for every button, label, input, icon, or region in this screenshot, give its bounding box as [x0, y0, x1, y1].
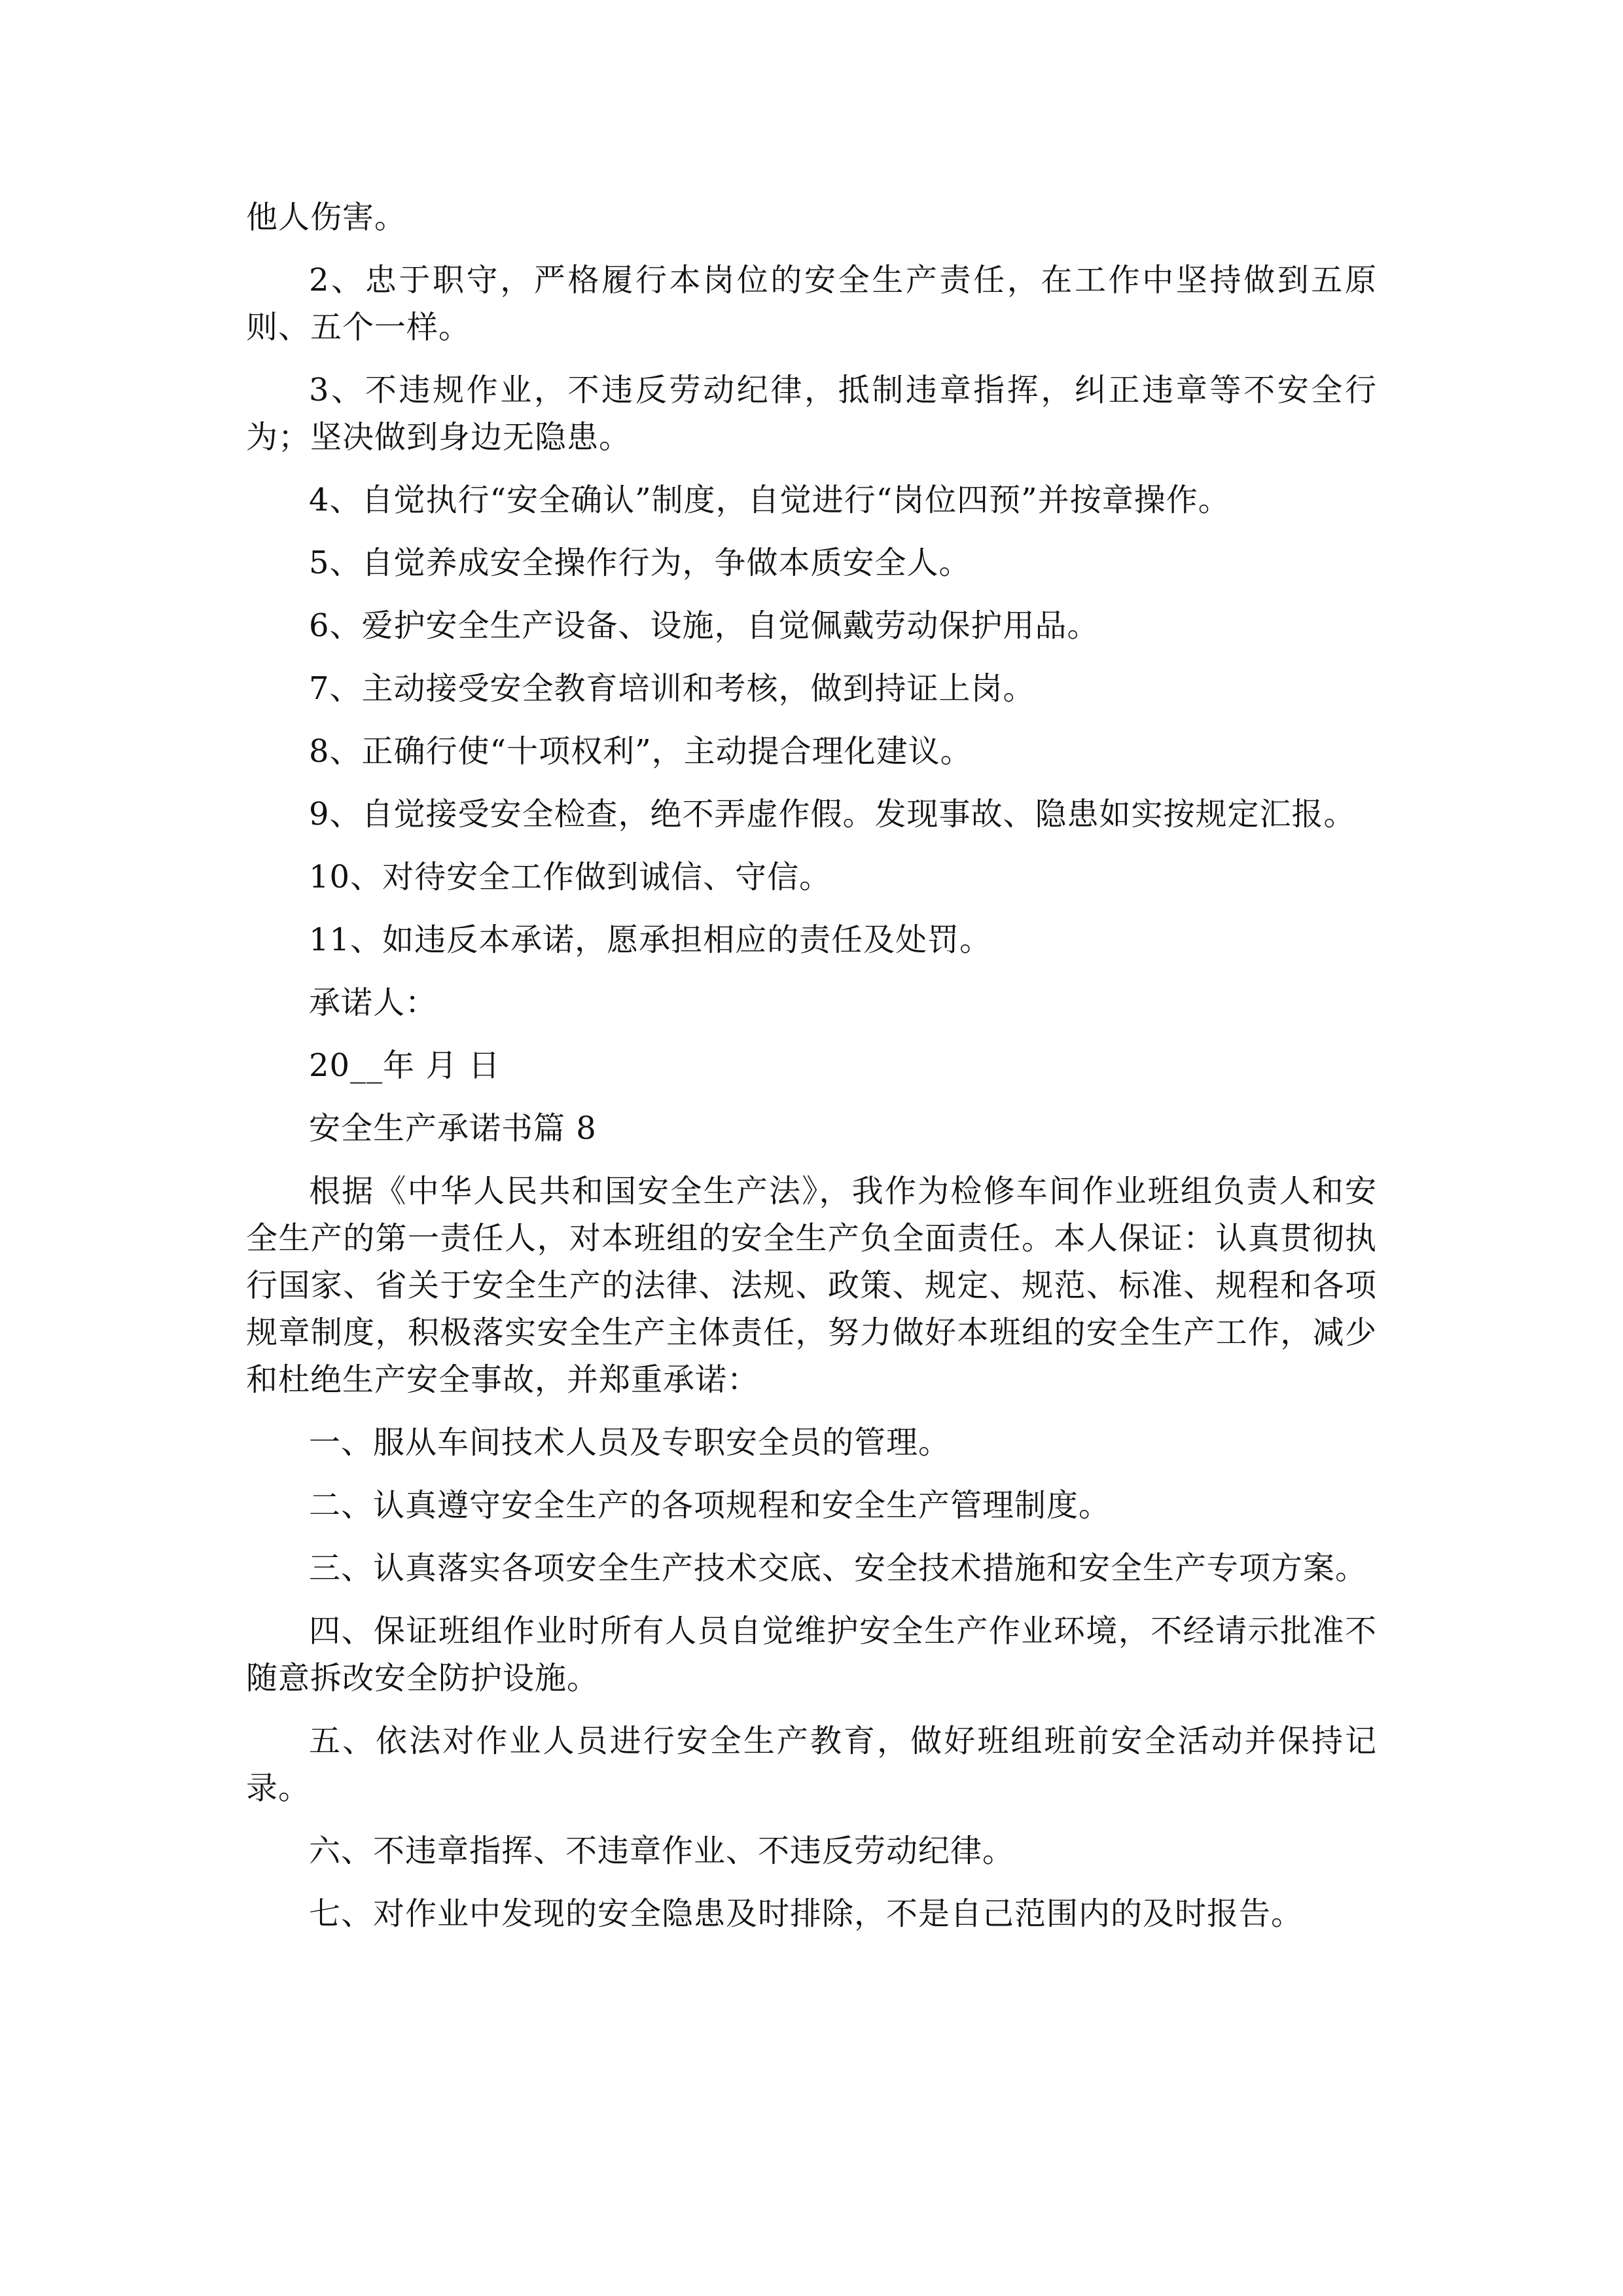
- commitment-item-9: 9、自觉接受安全检查，绝不弄虚作假。发现事故、隐患如实按规定汇报。: [309, 796, 1356, 833]
- date-line: 20__年 月 日: [309, 1047, 501, 1084]
- commitment-item-2: 2、忠于职守，严格履行本岗位的安全生产责任，在工作中坚持做到五原则、五个一样。: [246, 262, 1377, 346]
- commitment-item-6: 6、爱护安全生产设备、设施，自觉佩戴劳动保护用品。: [309, 607, 1099, 644]
- commitment-item-7: 7、主动接受安全教育培训和考核，做到持证上岗。: [309, 670, 1035, 707]
- commitment-item-10: 10、对待安全工作做到诚信、守信。: [309, 859, 832, 895]
- pledge-item-5: 五、依法对作业人员进行安全生产教育，做好班组班前安全活动并保持记录。: [246, 1723, 1377, 1806]
- commitment-item-8: 8、正确行使“十项权利”，主动提合理化建议。: [309, 733, 972, 770]
- pledge-item-7: 七、对作业中发现的安全隐患及时排除，不是自己范围内的及时报告。: [309, 1895, 1304, 1932]
- document-body: [246, 194, 1377, 1953]
- commitment-item-4: 4、自觉执行“安全确认”制度，自觉进行“岗位四预”并按章操作。: [309, 482, 1230, 518]
- pledge-item-2: 二、认真遵守安全生产的各项规程和安全生产管理制度。: [309, 1487, 1111, 1524]
- paragraph-continuation: 他人伤害。: [246, 199, 407, 236]
- section-title: 安全生产承诺书篇 8: [309, 1110, 597, 1147]
- pledge-item-1: 一、服从车间技术人员及专职安全员的管理。: [309, 1424, 951, 1461]
- signature-label: 承诺人：: [309, 984, 438, 1021]
- pledge-item-6: 六、不违章指挥、不违章作业、不违反劳动纪律。: [309, 1833, 1015, 1869]
- commitment-item-3: 3、不违规作业，不违反劳动纪律，抵制违章指挥，纠正违章等不安全行为；坚决做到身边无隐患。: [246, 372, 1377, 456]
- intro-paragraph: 根据《中华人民共和国安全生产法》，我作为检修车间作业班组负责人和安全生产的第一责任人，对本班组的安全生产负全面责任。本人保证：认真贯彻执行国家、省关于安全生产的法律、法规、政策、规定、规范、标准、规程和各项规章制度，积极落实安全生产主体责任，努力做好本班组的安全生产工作，减少和杜绝生产安全事故，并郑重承诺：: [246, 1173, 1377, 1398]
- pledge-item-4: 四、保证班组作业时所有人员自觉维护安全生产作业环境，不经请示批准不随意拆改安全防护设施。: [246, 1613, 1377, 1696]
- commitment-item-5: 5、自觉养成安全操作行为，争做本质安全人。: [309, 545, 971, 581]
- pledge-item-3: 三、认真落实各项安全生产技术交底、安全技术措施和安全生产专项方案。: [309, 1550, 1368, 1587]
- commitment-item-11: 11、如违反本承诺，愿承担相应的责任及处罚。: [309, 922, 992, 958]
